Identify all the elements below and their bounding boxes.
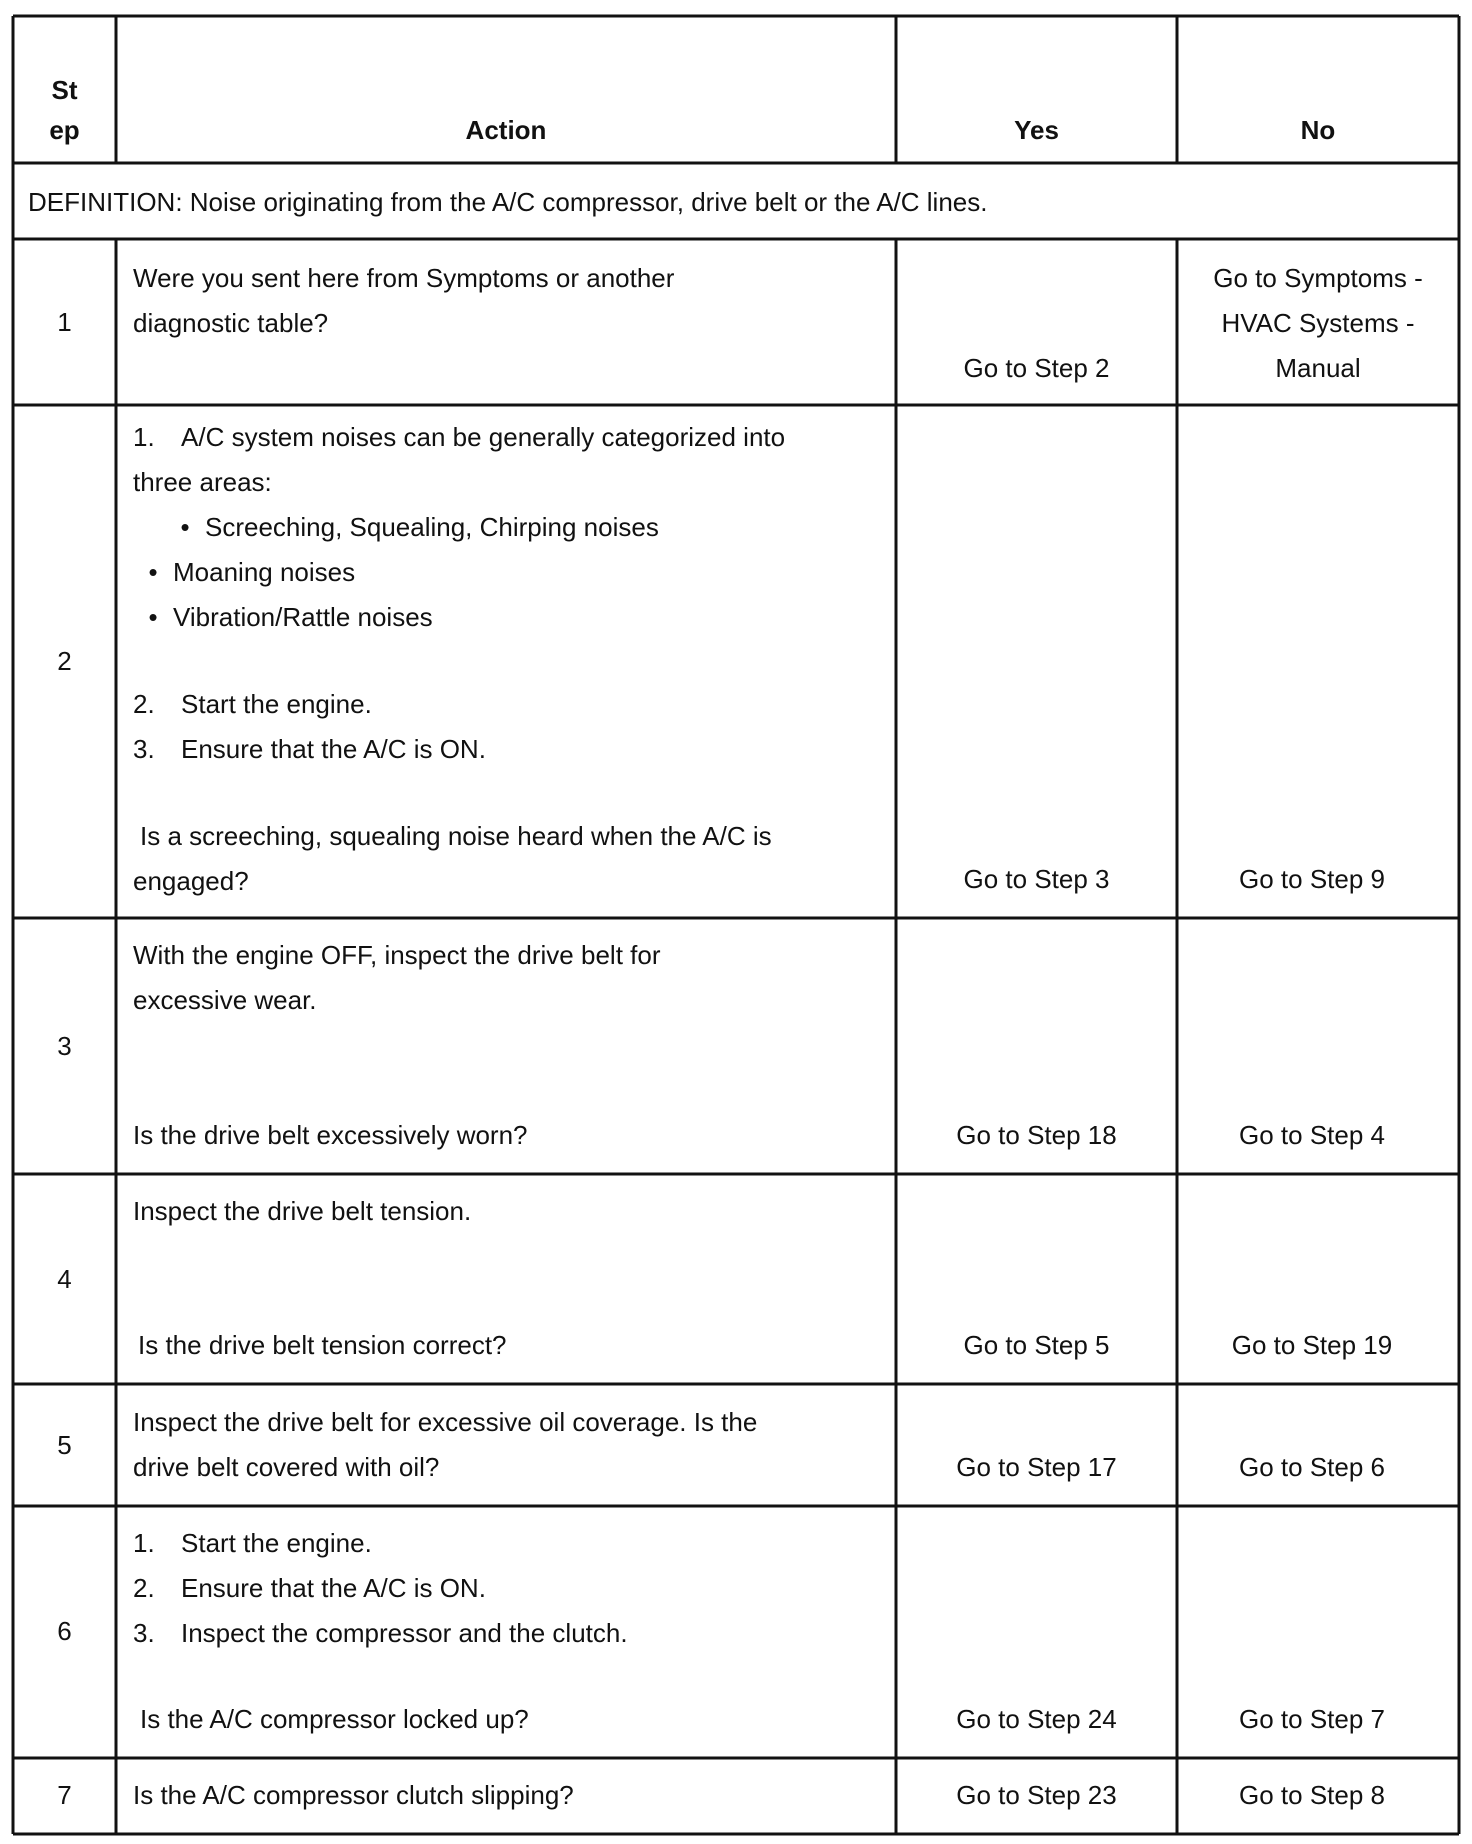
action-line: Were you sent here from Symptoms or another	[133, 263, 675, 293]
question-line: Is a screeching, squealing noise heard when the A/C is	[140, 821, 772, 851]
bullet-icon: •	[148, 557, 158, 587]
step-number: 6	[57, 1616, 72, 1646]
bullet-text: Moaning noises	[173, 557, 356, 587]
header-step-line-1: St	[51, 75, 78, 105]
row-6-action	[133, 1521, 893, 1656]
bullet-item	[133, 595, 893, 640]
step-number: 1	[57, 307, 72, 337]
bullet-icon: •	[180, 512, 190, 542]
bullet-icon: •	[148, 602, 158, 632]
action-line: Is the A/C compressor clutch slipping?	[133, 1780, 574, 1810]
question-line: Is the A/C compressor locked up?	[140, 1704, 529, 1734]
list-number: 1.	[133, 1528, 155, 1558]
list-item	[133, 1521, 893, 1566]
list-text-continued: three areas:	[133, 467, 272, 497]
list-number: 3.	[133, 1618, 155, 1648]
list-number: 2.	[133, 1573, 155, 1603]
yes-outcome: Go to Step 23	[956, 1780, 1117, 1810]
step-number: 3	[57, 1031, 72, 1061]
list-number: 1.	[133, 422, 155, 452]
list-item	[133, 415, 893, 460]
list-item	[133, 1566, 893, 1611]
question-line: engaged?	[133, 866, 249, 896]
list-item	[133, 727, 893, 772]
action-line: excessive wear.	[133, 985, 317, 1015]
question-line: Is the drive belt tension correct?	[138, 1330, 507, 1360]
bullet-item	[133, 505, 893, 550]
list-item	[133, 1611, 893, 1656]
step-number: 5	[57, 1430, 72, 1460]
no-outcome: Go to Step 8	[1239, 1780, 1385, 1810]
action-line: drive belt covered with oil?	[133, 1452, 440, 1482]
row-2-action	[133, 415, 893, 904]
bullet-item	[133, 550, 893, 595]
bullet-text: Vibration/Rattle noises	[173, 602, 433, 632]
list-number: 2.	[133, 689, 155, 719]
no-outcome: Go to Step 7	[1239, 1704, 1385, 1734]
step-number: 4	[57, 1264, 72, 1294]
step-number: 2	[57, 646, 72, 676]
bullet-text: Screeching, Squealing, Chirping noises	[205, 512, 659, 542]
no-outcome-line: Go to Symptoms -	[1213, 263, 1423, 293]
no-outcome: Go to Step 19	[1231, 1330, 1393, 1360]
no-outcome: Go to Step 9	[1239, 864, 1385, 894]
row-1-no	[1177, 256, 1459, 391]
action-line: Inspect the drive belt tension.	[133, 1196, 472, 1226]
list-text: Start the engine.	[181, 689, 372, 719]
definition-row: DEFINITION: Noise originating from the A/C compressor, drive belt or the A/C lines.	[28, 187, 988, 217]
yes-outcome: Go to Step 5	[963, 1330, 1110, 1360]
row-1-action	[133, 256, 893, 346]
header-no: No	[1300, 115, 1336, 145]
action-line: diagnostic table?	[133, 308, 329, 338]
yes-outcome: Go to Step 24	[956, 1704, 1117, 1734]
list-item	[133, 682, 893, 727]
no-outcome: Go to Step 6	[1239, 1452, 1385, 1482]
yes-outcome: Go to Step 18	[956, 1120, 1117, 1150]
step-number: 7	[57, 1780, 72, 1810]
list-text: Ensure that the A/C is ON.	[181, 1573, 486, 1603]
action-line: Inspect the drive belt for excessive oil coverage. Is the	[133, 1407, 758, 1437]
list-text: A/C system noises can be generally categorized into	[181, 422, 786, 452]
header-step-line-2: ep	[49, 115, 80, 145]
action-line: With the engine OFF, inspect the drive belt for	[133, 940, 661, 970]
row-5-action	[133, 1400, 893, 1490]
no-outcome-line: Manual	[1275, 353, 1361, 383]
question-line: Is the drive belt excessively worn?	[133, 1120, 528, 1150]
header-action: Action	[465, 115, 547, 145]
header-step	[13, 70, 116, 150]
yes-outcome: Go to Step 17	[956, 1452, 1117, 1482]
list-text: Inspect the compressor and the clutch.	[181, 1618, 628, 1648]
no-outcome-line: HVAC Systems -	[1221, 308, 1415, 338]
list-text: Start the engine.	[181, 1528, 372, 1558]
list-text: Ensure that the A/C is ON.	[181, 734, 486, 764]
yes-outcome: Go to Step 2	[963, 353, 1110, 383]
list-number: 3.	[133, 734, 155, 764]
yes-outcome: Go to Step 3	[963, 864, 1110, 894]
row-3-action	[133, 933, 893, 1023]
no-outcome: Go to Step 4	[1239, 1120, 1385, 1150]
header-yes: Yes	[1014, 115, 1059, 145]
